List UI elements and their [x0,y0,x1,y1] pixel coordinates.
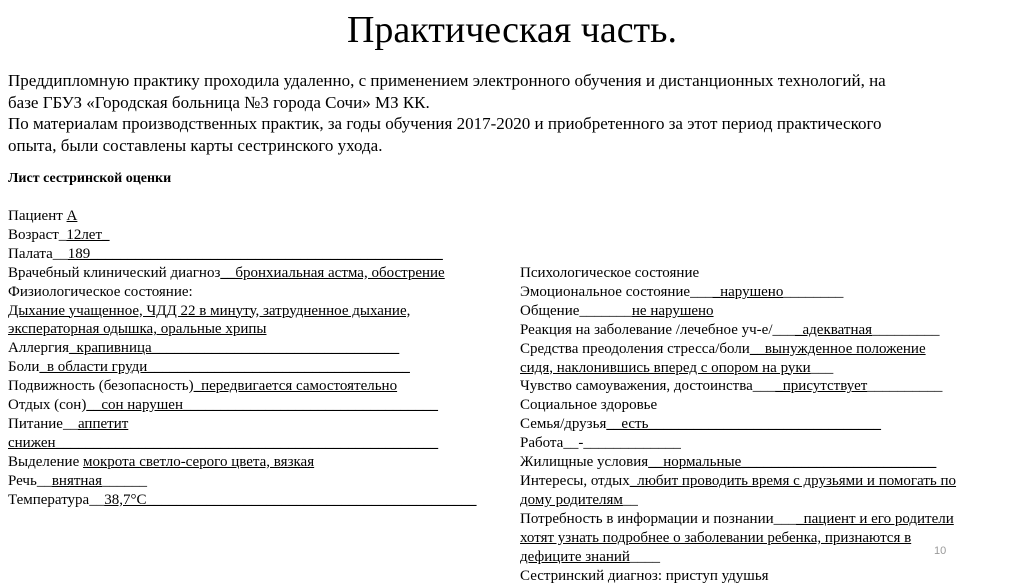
form-label: Возраст_ [8,226,67,243]
form-label: Выделение [8,453,83,470]
form-row [520,415,1020,434]
form-label: Физиологическое состояние: [8,283,193,300]
form-value: А [66,208,78,224]
form-tail: ____ [629,548,660,565]
intro-line: опыта, были составлены карты сестринского ухода. [8,135,383,155]
form-row [520,340,1020,359]
form-label: Средства преодоления стресса/боли [520,340,750,357]
form-row [8,302,513,321]
form-row [520,283,1020,302]
form-row [520,491,1020,510]
form-label: Жилищные условия [520,454,649,471]
intro-line: базе ГБУЗ «Городская больница №3 города Сочи» МЗ КК. [8,92,430,112]
form-label: Психологическое состояние [520,265,700,281]
form-row [520,264,1020,283]
form-tail: ___ [810,359,834,376]
form-value: __есть_______________________________ [606,416,881,433]
form-label: Чувство самоуважения, достоинства___ [520,378,776,395]
form-row [8,453,513,472]
form-value: 189_______________________________________________ [67,245,443,262]
form-row [520,302,1020,321]
form-value: 12лет_ [66,226,110,243]
form-value: __вынужденное положение [749,340,926,357]
form-label: Семья/друзья [520,416,607,433]
form-row [520,453,1020,472]
form-row [8,472,513,491]
form-row [520,377,1020,396]
form-label: Подвижность (безопасность) [8,378,194,395]
form-tail: _____________ [583,435,681,452]
form-value: аппетит [77,415,129,432]
physiological-column [8,207,513,510]
form-label: Работа__- [520,435,584,452]
form-label: Врачебный клинический диагноз [8,264,221,281]
form-value: сидя, наклонившись вперед с опором на руки [520,359,811,376]
form-label: Эмоциональное состояние___ [520,283,713,300]
form-tail: ______ [101,472,147,489]
form-label: Палата__ [8,245,68,262]
form-value: дому родителям [520,491,623,508]
intro-line: По материалам производственных практик, за годы обучения 2017-2020 и приобретенного за этот период практического [8,114,882,133]
page-number: 10 [934,545,947,557]
form-row [8,264,513,283]
form-label: Речь__ [8,472,52,489]
form-row [8,415,513,434]
form-label: Социальное здоровье [520,397,658,414]
form-value: дефиците знаний [520,548,630,565]
form-row [8,245,513,264]
form-row [8,396,513,415]
form-row [520,510,1020,529]
form-tail: __ [622,491,638,508]
form-row [8,434,513,453]
form-row [520,472,1020,491]
form-row [8,283,513,302]
form-label: Потребность в информации и познании___ [520,510,797,527]
form-row [8,491,513,510]
form-tail: _________ [872,321,940,338]
form-value: внятная [51,472,102,489]
form-row [520,434,1020,453]
form-value: _крапивница_________________________________ [69,340,400,357]
form-value: _пациент и его родители [796,510,954,527]
form-value: 38,7°С____________________________________________ [104,491,477,508]
form-label: Пациент [8,208,67,224]
form-label: Реакция на заболевание /лечебное уч-е/___ [520,321,795,338]
form-tail: __________ [867,378,943,395]
form-value: __сон нарушен__________________________________ [86,397,438,414]
form-value: _любит проводить время с друзьями и помогать по [629,472,957,489]
form-tail: ________ [783,283,844,300]
form-row [8,320,513,339]
form-value: мокрота светло-серого цвета, вязкая [82,453,315,470]
nursing-assessment-title: Лист сестринской оценки [8,171,172,186]
form-label: Общение_______ [520,302,632,319]
form-value: не нарушено [631,302,714,319]
form-value: снижен___________________________________________________ [8,434,439,451]
form-value: _в области груди___________________________________ [39,359,410,376]
form-row [8,358,513,377]
form-label: Отдых (сон) [8,397,87,414]
form-row [8,339,513,358]
form-row [8,377,513,396]
form-value: __бронхиальная астма, обострение [220,264,445,281]
form-label: Аллергия [8,340,70,357]
form-label: Питание__ [8,415,78,432]
form-value: _присутствует [775,378,868,395]
form-value: __нормальные__________________________ [648,454,937,471]
form-value: эксператорная одышка, оральные хрипы [8,321,267,338]
form-row [8,226,513,245]
intro-line: Преддипломную практику проходила удаленно, с применением электронного обучения и дистанционных технологий, на [8,71,886,90]
intro-text [8,70,1018,156]
form-label: Боли [8,359,40,376]
page-title: Практическая часть. [346,9,677,51]
form-label: Интересы, отдых [520,472,630,489]
form-row [520,359,1020,378]
form-value: _адекватная [795,321,873,338]
form-row [520,396,1020,415]
psychological-column [520,264,1020,567]
form-value: _нарушено [712,283,784,300]
cut-off-line: Сестринский диагноз: приступ удушья [520,568,769,584]
form-value: _передвигается самостоятельно [193,378,398,395]
form-value: Дыхание учащенное, ЧДД 22 в минуту, затрудненное дыхание, [8,302,411,319]
form-row [520,321,1020,340]
form-value: хотят узнать подробнее о заболевании ребенка, признаются в [520,529,912,546]
form-row [8,207,513,226]
form-label: Температура__ [8,491,105,508]
